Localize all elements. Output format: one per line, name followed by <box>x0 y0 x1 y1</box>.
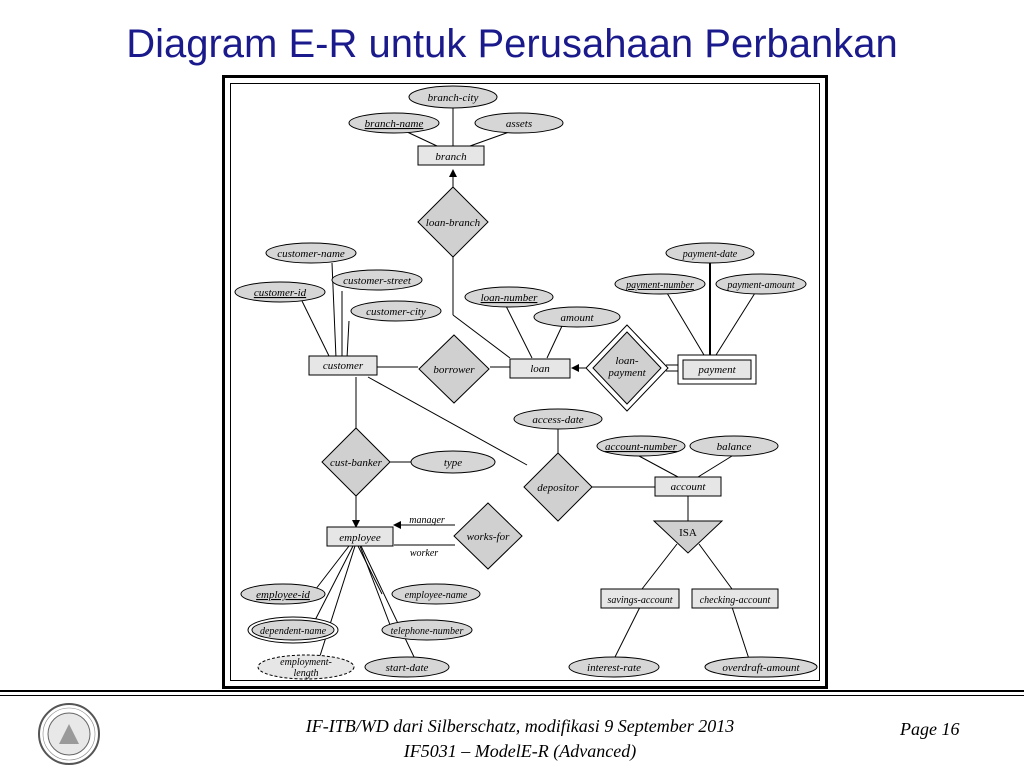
svg-text:access-date: access-date <box>532 414 584 426</box>
itb-seal-logo <box>33 702 105 766</box>
svg-text:dependent-name: dependent-name <box>259 626 327 637</box>
svg-text:employee: employee <box>339 532 381 544</box>
role-manager: manager <box>409 515 445 526</box>
svg-text:amount: amount <box>560 312 594 324</box>
footer-course: IF5031 – ModelE-R (Advanced) <box>403 741 637 761</box>
footer-divider-thin <box>0 695 1024 696</box>
er-diagram <box>222 75 828 689</box>
svg-text:length: length <box>293 668 319 679</box>
entity-branch <box>418 146 484 165</box>
svg-text:overdraft-amount: overdraft-amount <box>722 662 800 674</box>
svg-text:customer-city: customer-city <box>366 306 426 318</box>
svg-text:customer-name: customer-name <box>277 248 345 260</box>
svg-text:branch-name: branch-name <box>364 118 424 130</box>
entity-employee <box>327 527 393 546</box>
svg-text:customer: customer <box>322 360 364 372</box>
svg-text:type: type <box>443 457 463 469</box>
svg-text:loan-: loan- <box>615 355 639 367</box>
svg-text:works-for: works-for <box>466 531 510 543</box>
svg-text:balance: balance <box>716 441 752 453</box>
svg-text:employment-: employment- <box>280 657 332 668</box>
svg-text:assets: assets <box>505 118 533 130</box>
relationship-loan-branch <box>418 187 488 257</box>
entity-payment <box>678 355 756 384</box>
relationship-works-for <box>454 503 522 569</box>
entity-savings-account <box>601 589 679 608</box>
relationship-borrower <box>419 335 489 403</box>
svg-text:employee-name: employee-name <box>404 590 468 601</box>
svg-text:customer-street: customer-street <box>343 275 411 287</box>
svg-text:customer-id: customer-id <box>253 287 307 299</box>
entity-customer <box>309 356 377 375</box>
svg-text:savings-account: savings-account <box>607 595 673 606</box>
relationship-cust-banker <box>322 428 390 496</box>
slide-title: Diagram E-R untuk Perusahaan Perbankan <box>126 22 898 66</box>
svg-text:checking-account: checking-account <box>699 595 771 606</box>
svg-text:account-number: account-number <box>604 441 678 453</box>
svg-text:loan-number: loan-number <box>480 292 538 304</box>
svg-text:payment-amount: payment-amount <box>727 280 795 291</box>
svg-text:branch-city: branch-city <box>427 92 479 104</box>
svg-text:branch: branch <box>435 151 467 163</box>
relationship-depositor <box>524 453 592 521</box>
entity-loan <box>510 359 570 378</box>
svg-text:payment: payment <box>698 364 736 376</box>
svg-text:payment: payment <box>608 367 646 379</box>
svg-text:start-date: start-date <box>385 662 429 674</box>
svg-text:ISA: ISA <box>679 527 697 539</box>
relationship-loan-payment <box>586 325 668 411</box>
svg-text:cust-banker: cust-banker <box>330 457 382 469</box>
svg-text:loan: loan <box>530 363 550 375</box>
footer-credit: IF-ITB/WD dari Silberschatz, modifikasi 9 September 2013 <box>305 716 735 736</box>
svg-text:loan-branch: loan-branch <box>425 217 481 229</box>
svg-text:payment-date: payment-date <box>682 249 738 260</box>
svg-text:payment-number: payment-number <box>626 280 694 291</box>
svg-text:account: account <box>670 481 706 493</box>
svg-text:interest-rate: interest-rate <box>587 662 641 674</box>
svg-text:borrower: borrower <box>433 364 475 376</box>
svg-text:employee-id: employee-id <box>256 589 310 601</box>
entity-checking-account <box>692 589 778 608</box>
entity-account <box>655 477 721 496</box>
footer-divider <box>0 690 1024 692</box>
page-number: Page 16 <box>900 719 960 739</box>
svg-text:telephone-number: telephone-number <box>390 626 464 637</box>
svg-text:depositor: depositor <box>537 482 579 494</box>
role-worker: worker <box>409 548 439 559</box>
relationship-isa <box>654 521 722 553</box>
